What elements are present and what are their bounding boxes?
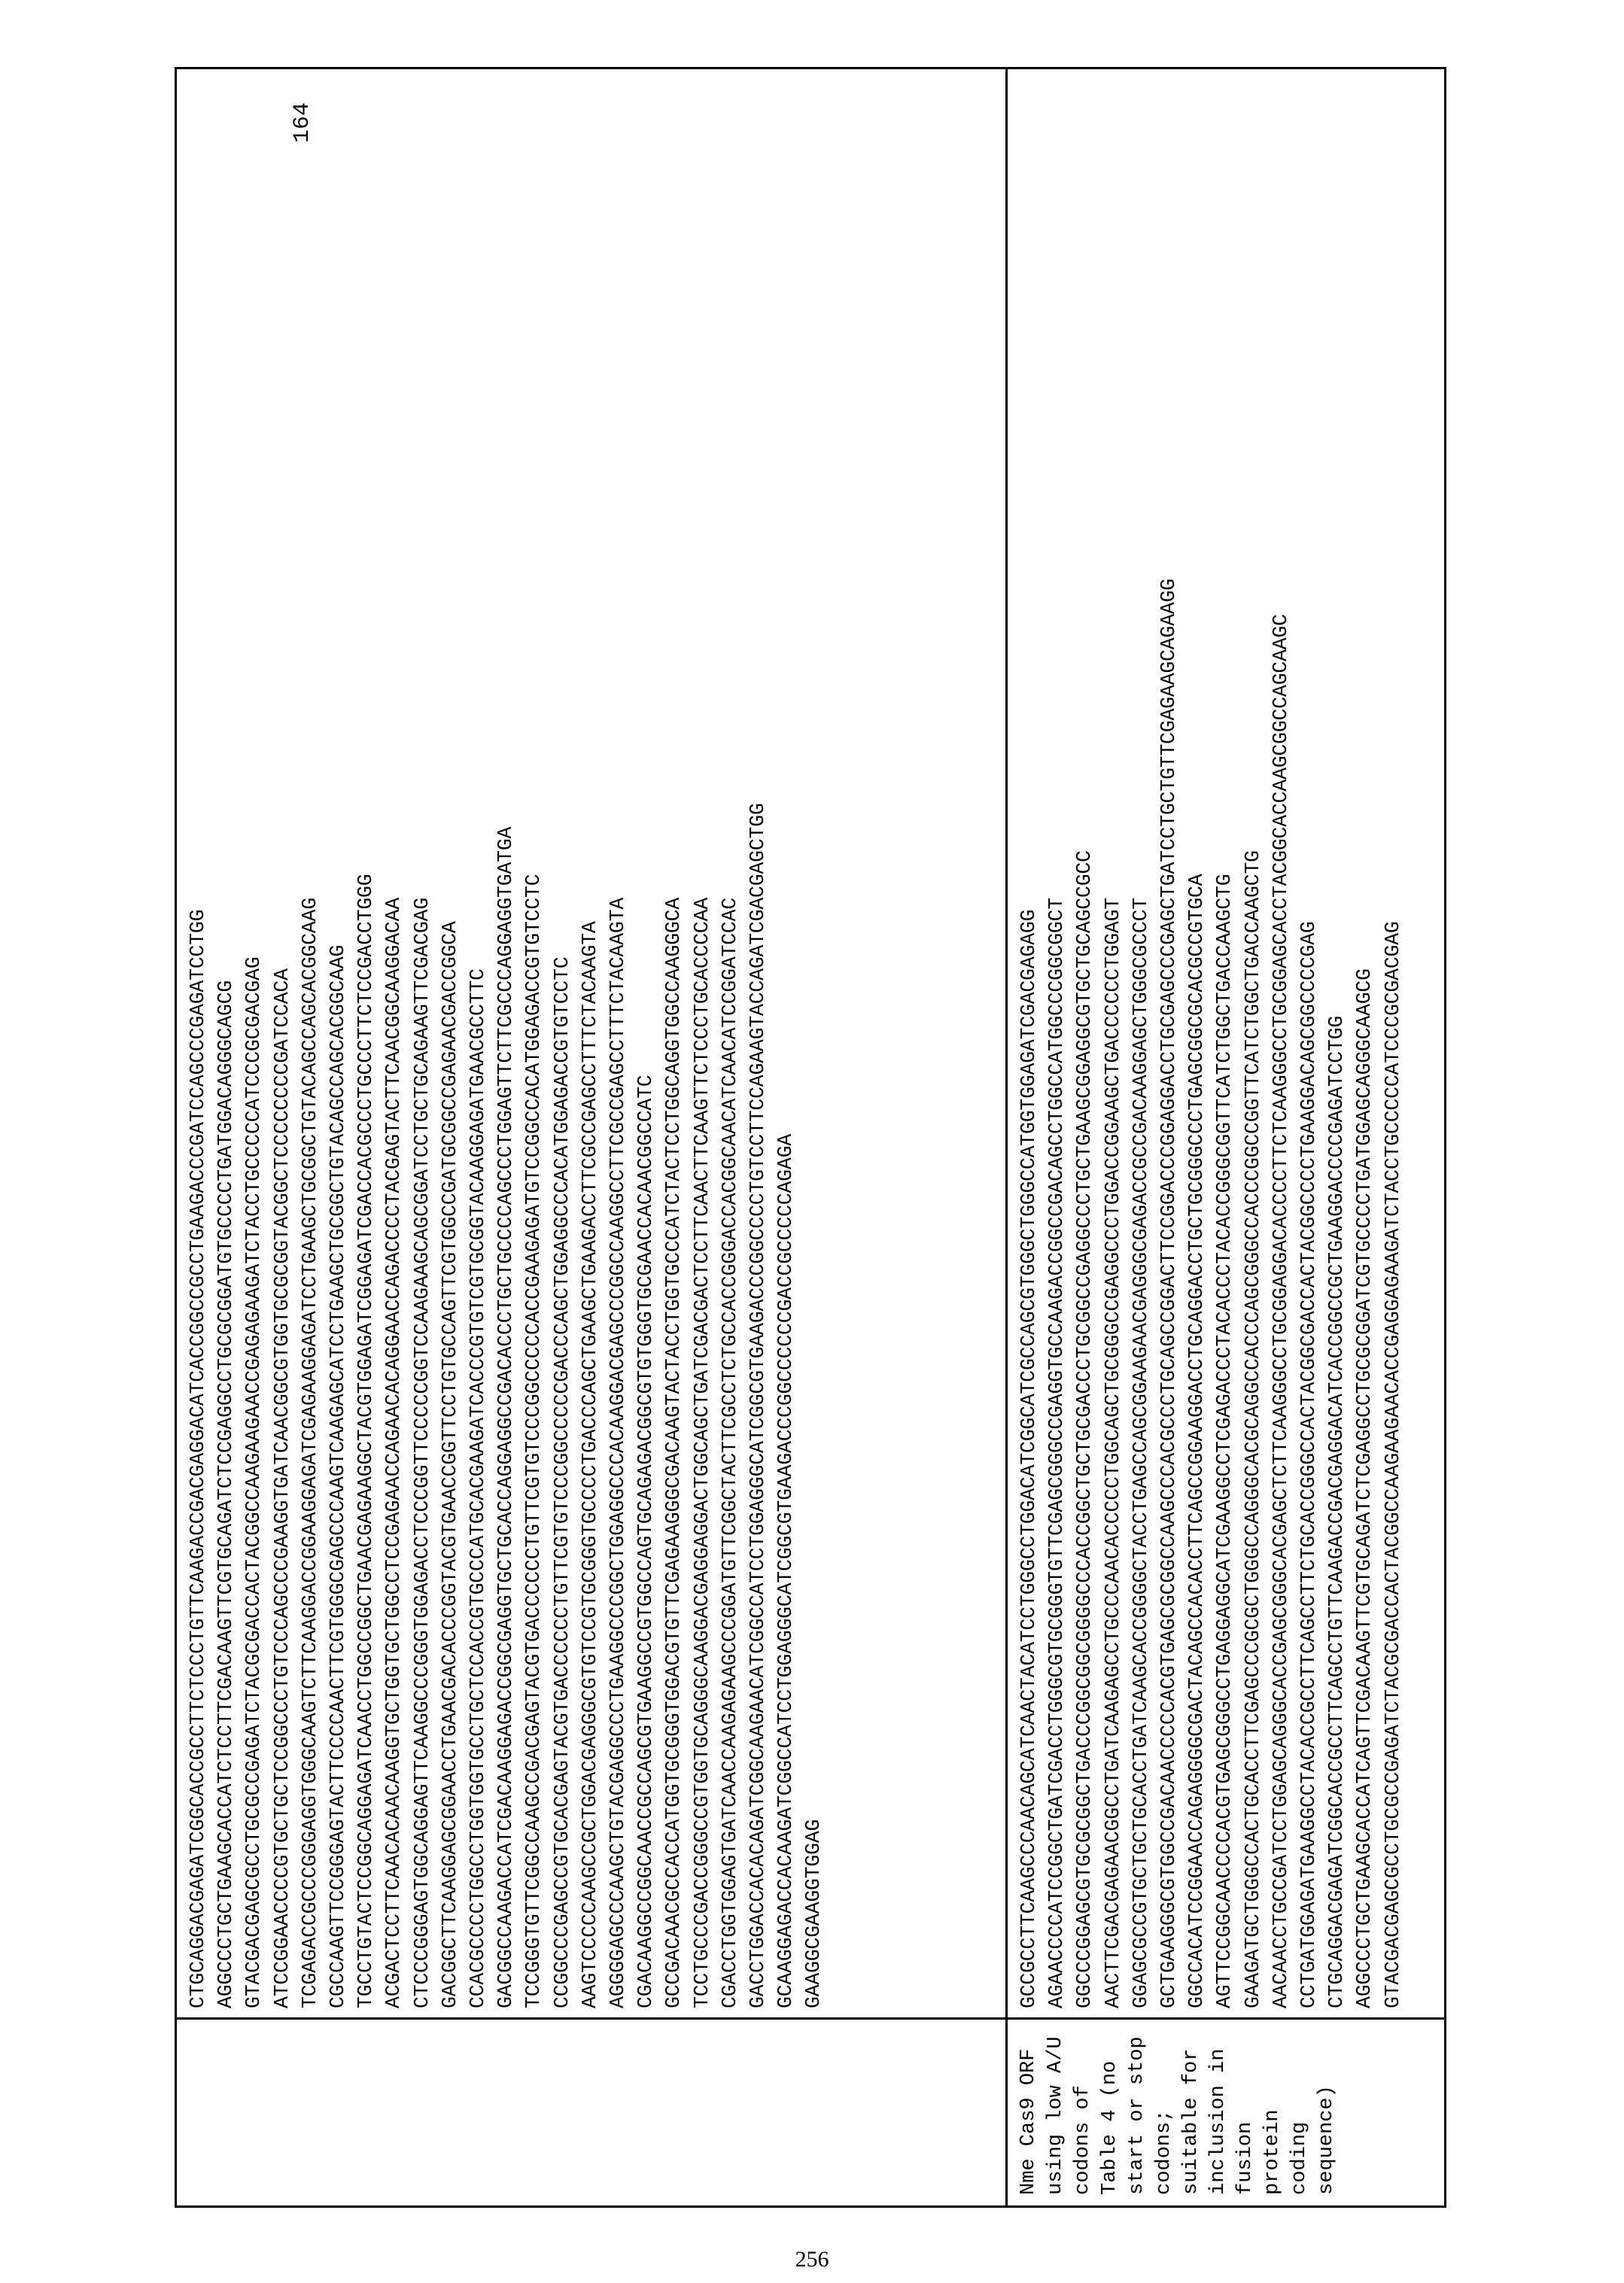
sequence-line: CTCCCGGGAGTGGCAGGAGTTCAAGGCCCGGGTGGAGACCTCCCGGTTCCCCCGGTCCAAGAAGCAGCGGATCCTGCTGCAGAAGTTCGACGAG (410, 897, 433, 2008)
sequence-line: ATCCGGAACCCCGTGCTGCTCCGGCCCTGTCCCAGCCCGAAGGTGATCAACGGCGTGGTGCGCGGTACGGCTCCCCCCCCGATCCACA (270, 968, 293, 2008)
sequence-line: TGCCTGTACTCCGGCAGGAGATCAACCTGGCCGGCTGAACGAGAAGGCTACGTGGAGATCGGAGATCGACCACGCCCTGCCCTTCTCCGACCTGGG (354, 874, 378, 2008)
sequence-line: GGCCCGGAGCGTGCGCGGCTGACCCGGCGGCGGGGCCCACCGGCTGCTGCGACCCTGCGGCCGAGGCCCTGCTGAAGCGGAGGCGTGCTGCAGCCGCC (1073, 850, 1096, 2008)
table-page-number: 164 (290, 102, 315, 144)
sequence-table (175, 67, 1446, 2208)
sequence-line: AGGCCCTGCTGAAGCACCATCAGTTCGACAAGTTCGTGCAGATCTCGAGGCCTGCGCGGATCGTGCCCCTGATGGAGCAGGGCAAGCG (1353, 968, 1376, 2008)
sequence-line: CTGCAGGACGAGATCGGCACCGCCTTCTCCCTGTTCAAGACCGACGAGGACATCACCGGCCGCCTGAAGACCCGATCCAGCCCGAGATCCTGG (187, 909, 209, 2008)
sequence-line: GGAGCGCCGTGCTGCTGCACCTGATCAAGCACCGGGGCTACCTGAGCCAGCGGAAGAACGAGGGCGAGACCGCCGACAAGGAGCTGGGCGCCCT (1129, 897, 1152, 2008)
row-label-cell (177, 2017, 1005, 2205)
sequence-line: CCGGCCCGAGCCGTGCACGAGTACGTGACCCCCCTGTTCGTGTCCCGGCCCCCGACCCAGCTGGAGGCCCACATGGAGACCGTGTCCTC (550, 956, 573, 2008)
sequence-line: GTACGACGAGCGCCTGCGCCGAGATCTACGCGACCACTACGGCCAAGAAGAACACCGAGGAGAAGATCTACCTGCCCCCATCCCGCGACGAG (1381, 921, 1404, 2008)
sequence-line: GACGGCTTCAAGGAGCGGAACCTGAACGACACCCGGTACGTGAACCGGTTCCTGTGCCAGTTCGTGGCCGATGCGGCCGAGAACGACCGGCA (438, 921, 461, 2008)
sequence-line: TCCTGCCCGACCGGGCCGTGGTGCAGGGCAAGGACGAGGAGGACTGGCAGCTGATCGACGACTCCTTCAACTTCAAGTTCTCCCTGCACCCCAA (690, 897, 713, 2008)
sequence-line: AGGCCCTGCTGAAGCACCATCTCCTTCGACAAGTTCGTGCAGATCTCCGAGGCCTGCGCGGATGTGCCCCTGATGGACAGGGCAGCG (214, 980, 238, 2008)
sequence-cell (177, 69, 1005, 2017)
sequence-line: GCTGAAGGGCGTGGCCGACAACCCCCACGTGAGCGCGGCCAAGCCCACGCCCTGCAGCCGGACTTCCGGACCCGGAGGACCTGCGAGCCCGAGCTGATCCTGCTGTTCGAGAAGCAGAAGG (1157, 578, 1181, 2008)
sequence-line: AACAACCTGCCGATCCTGGAGCAGGGCACCGAGCGGGCACGAGCTCTTCAAGGGCCTGCGGAGGACACCCCTTCTCAAGGGCCTGCGGAGCACCTACGGCACCAAGCGGCCAGCAAGC (1269, 614, 1292, 2008)
page-footer-number: 256 (795, 2247, 829, 2272)
sequence-line: GCAAGGAGACCACAAGATCGGCCATCCTGGAGGGCATCGGCGTGAAGACCCGGCCCCCCGACCGCCCCCAGAGA (774, 1134, 798, 2008)
sequence-line: TCCGGGTGTTCGGCCAAGCCGACGAGTACGTGACCCCCCTGTTCGTGTCCCGGCCCCCACCGAAGAGATGTCCGGCCACATGGAGACCGTGTCCTC (522, 874, 546, 2008)
sequence-line: CCTGATGGAGATGAAGGCCTACACCGCCTTCAGCCTTCTGCACCGGGCCACTACGGCGACCACTACGGCCCCTGAAGGACAGCGGCCCCGAG (1297, 921, 1321, 2008)
sequence-line: AGTTCCGGCAACCCCACGTGAGCGGGCCTGAGGAGGCATCGAAGGCCTCGAGACCCTACACCCTACACCGGGCGGTTCATCTGGCTGACCAAGCTG (1213, 874, 1236, 2008)
sequence-line: GGCCACATCCGGAACCAGAGGGGCGACTACAGCCACACCTTCAGCCGGAAGGACCTGCAGGACCTGCTGCGGGCCCTGAGCGGCGCACGCCGTGCA (1185, 874, 1209, 2008)
sequence-line: GCCGCCTTCAAGCCCAACAGCATCAACTACATCCTGGGCCTGGACATCGGCATCGCCAGCGTGGGCTGGGCCATGGTGGAGATCGACGAGAGG (1017, 909, 1040, 2008)
sequence-line: CTGCAGGACGAGATCGGCACCGCCTTCAGCCTGTTCAAGACCGACGAGGACATCACCGGCCGCTGAAGGACCCCGAGATCCTGG (1325, 1015, 1349, 2008)
sequence-line: AACTTCGACGAGAACGGCCTGATCAAGAGCCTGCCCAACACCCCCTGGCAGCTGCGGGCCGAGGCCCTGGACCGGAAGCTGACCCCCCTGGAGT (1101, 897, 1124, 2008)
sequence-line: GTACGACGAGCGCCTGCGCCGAGATCTACGCGACCACTACGGCCAAGAAGAACCGAGAGAAGATCTACCTGCCCCCATCCCGCGACGAG (242, 956, 266, 2008)
sequence-line: TCGAGACCGCCCGGGAGGTGGGCAAGTCTTCAAGGACCGGAAGGAGATCGAGAAGGAGATCCTGAAGCTGCGGCTGTACAGCCAGCACGGCAAG (298, 897, 321, 2008)
sequence-line: GAAGGCGAAGGTGGAG (802, 1819, 826, 2008)
sequence-line: GACCTGGACCACACAGATCGGCAAGAACATCGGCCATCCTGGAGGGCATCGGCGTGAAGACCCGGCCCCTGTCCTTCCAGAAGTACCAGATCGACGAGCTGG (747, 803, 770, 2008)
sequence-line: GAAGATGCTGGGCCACTGCACCTTCGAGCCCGCGCTGGGCCAGGGCACGCAGGCCACCCAGCGGGCCACCCGGCCGGTTCATCTGGCTGACCAAGCTG (1241, 850, 1264, 2008)
sequence-line: AAGTCCCCCAAGCCGCTGGACGAGGGCGTGTCCGTGCGGGTGCCCCTGACCCAGCTGAAGCTGAAGACCTTCGCCGAGCCTTTCTACAAGTA (578, 921, 601, 2008)
sequence-cell (1008, 69, 1444, 2017)
sequence-line: CGACCTGGTGGAGTGATCAACCAAGAGAAGCCCGGATGTTCGGCTACTTCGCCTCTGCCACCGGGACCACGGCAACATCAACATCCGGATCCAC (718, 897, 741, 2008)
row-label-cell: Nme Cas9 ORF using low A/U codons of Table 4 (no start or stop codons; suitable for inclusion in fusion protein coding sequence) (1008, 2017, 1444, 2205)
sequence-line: GCCGACAACGCCACCATGGTGCGGGTGGACGTGTTCGAGAAGGGCGACAAGTACTACCTGGTGCCCATCTACTCCTGGCAGGTGGCCAAGGGCA (662, 897, 686, 2008)
sequence-line: CGCCAAGTTCCGGGAGTACTTCCCCAACTTCGTGGGCGAGCCCAAGTCAAGAGCATCCTGAAGCTGCGGCTGTACAGCCAGCACGGCAAG (327, 944, 350, 2008)
sequence-line: AGGGGAGCCCAAGCTGTACGAGGCCCTGAAGGCCCGGCTGGAGGCCCACAAGGACGAGCCCGGCCAAGGCCTTCGCCGAGCCTTTCTACAAGTA (607, 897, 630, 2008)
sequence-line: AGAACCCCATCCGGCTGATCGACCTGGGCGTGCGGGTGTTCGAGCGGGCCGAGGTGCCAAGACCGGCCGACAGCCTGGCCATGGCCCGGCGGCT (1045, 897, 1069, 2008)
table-row (1008, 69, 1444, 2205)
sequence-line: GACGGCCAAGACCATCGACAAGGAGACCGGCGAGGTGCTGCACCAGGAGGCCGACACCCTGCTGCCCCAGCCCTGGAGTTCTTCGCCCAGGAGGTGATGA (494, 826, 518, 2008)
sequence-line: CGACAAGGCCGGCAACCGCCAGCGTGAAGGCCGTGGCCAGTGCAGAGACGGCGTGTGGGTGCGAACCACAACGGCCATC (634, 1075, 658, 2008)
sequence-line: ACGACTCCTTCAACACAACAAGGTGCTGGTGCTGGCCTCCGAGAACCAGAACACAGGAACCAGACCCCTACGAGTACTTCAACGGCAAGGACAA (382, 897, 406, 2008)
table-row (177, 69, 1008, 2205)
sequence-line: CCACGCCCCTGGCCTGGTGGTGCCTGCTCCACCGTGCCCATGCACGAAGATCACCCGTGTCGTGCGGTACAAGGAGATGAACGCCTTC (467, 968, 490, 2008)
